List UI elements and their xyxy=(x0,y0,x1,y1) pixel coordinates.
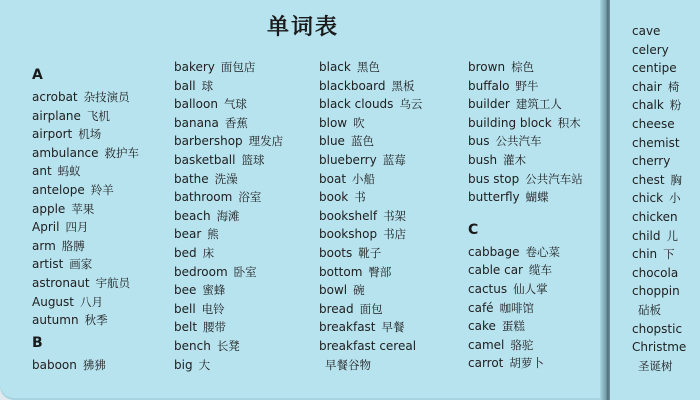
chinese-translation: 书 xyxy=(354,190,366,205)
word-entry xyxy=(468,151,616,170)
chinese-translation: 机场 xyxy=(78,127,102,142)
word-entry xyxy=(632,208,700,227)
chinese-translation: 缆车 xyxy=(528,263,552,278)
english-word: bookshop xyxy=(319,227,378,242)
english-word: bed xyxy=(174,245,197,260)
chinese-translation: 黑色 xyxy=(356,60,380,74)
chinese-translation: 蜜蜂 xyxy=(202,283,226,298)
word-entry xyxy=(468,336,616,355)
english-word: basketball xyxy=(174,152,236,167)
english-word: bowl xyxy=(319,283,348,298)
word-entry xyxy=(174,225,322,244)
section-letter: C xyxy=(468,221,479,238)
english-word: balloon xyxy=(174,97,218,112)
chinese-translation: 积木 xyxy=(557,115,581,130)
english-word: bakery xyxy=(174,60,215,74)
chinese-translation: 球 xyxy=(201,78,214,93)
chinese-translation: 电铃 xyxy=(201,301,225,316)
english-word: blow xyxy=(319,115,348,130)
chinese-translation: 公共汽车站 xyxy=(525,171,583,186)
chinese-translation: 砧板 xyxy=(638,302,661,317)
word-entry xyxy=(319,244,467,263)
word-entry xyxy=(319,95,467,114)
english-word: blackboard xyxy=(319,78,386,93)
english-word: bathroom xyxy=(174,190,233,205)
word-entry xyxy=(174,58,322,77)
word-entry xyxy=(319,300,467,319)
chinese-translation: 书架 xyxy=(383,208,407,223)
chinese-translation: 公共汽车 xyxy=(495,134,542,149)
english-word: cheese xyxy=(632,116,675,131)
word-entry xyxy=(468,95,616,114)
word-entry xyxy=(319,188,467,207)
chinese-translation: 仙人掌 xyxy=(513,281,548,296)
chinese-translation: 长凳 xyxy=(216,338,240,353)
word-entry xyxy=(319,281,467,300)
english-word: airplane xyxy=(32,108,81,123)
word-entry xyxy=(632,227,700,246)
english-word: bread xyxy=(319,301,354,316)
word-entry xyxy=(319,77,467,96)
chinese-translation: 狒狒 xyxy=(82,357,106,372)
english-word: bee xyxy=(174,283,197,298)
english-word: astronaut xyxy=(32,275,90,290)
chinese-translation: 大 xyxy=(198,357,211,372)
english-word: bush xyxy=(468,152,498,167)
word-entry xyxy=(468,261,616,280)
chinese-translation: 救护车 xyxy=(104,145,140,160)
word-entry xyxy=(174,244,322,263)
english-word: builder xyxy=(468,97,510,112)
english-word: carrot xyxy=(468,356,504,371)
word-entry xyxy=(174,207,322,226)
word-entry xyxy=(319,263,467,282)
word-entry xyxy=(319,207,467,226)
english-word: cabbage xyxy=(468,244,520,259)
word-entry xyxy=(174,356,322,375)
english-word: chemist xyxy=(632,135,680,150)
word-entry xyxy=(468,132,616,151)
chinese-translation: 小 xyxy=(669,191,681,206)
column-3 xyxy=(319,58,467,374)
english-word: airport xyxy=(32,127,73,142)
english-word: apple xyxy=(32,201,66,216)
page-title: 单词表 xyxy=(266,15,339,40)
english-word: chalk xyxy=(632,98,664,113)
english-word: black clouds xyxy=(319,97,394,112)
word-entry xyxy=(468,299,616,318)
chinese-translation: 儿 xyxy=(666,228,678,243)
word-entry xyxy=(632,22,700,41)
word-entry xyxy=(32,181,180,200)
chinese-translation: 吹 xyxy=(353,115,365,130)
word-entry xyxy=(319,132,467,151)
chinese-translation: 野牛 xyxy=(515,78,539,93)
word-entry xyxy=(32,162,180,181)
chinese-translation: 杂技演员 xyxy=(83,90,130,104)
chinese-translation: 胸 xyxy=(670,172,683,187)
word-entry xyxy=(632,338,700,357)
english-word: boat xyxy=(319,171,347,186)
word-entry xyxy=(632,189,700,208)
chinese-translation: 小船 xyxy=(352,171,376,186)
word-entry xyxy=(632,115,700,134)
english-word: big xyxy=(174,357,193,372)
english-word: chicken xyxy=(632,209,678,224)
word-entry xyxy=(319,337,467,356)
section-letter: B xyxy=(32,334,43,351)
word-entry xyxy=(632,320,700,339)
chinese-translation: 篮球 xyxy=(241,152,265,167)
english-word: blueberry xyxy=(319,152,377,167)
word-entry xyxy=(174,337,322,356)
chinese-translation: 画家 xyxy=(69,257,93,272)
word-entry xyxy=(632,59,700,78)
english-word: bathe xyxy=(174,171,209,186)
english-word: boots xyxy=(319,245,353,260)
word-entry xyxy=(468,170,616,189)
chinese-translation: 书店 xyxy=(383,227,407,242)
chinese-translation: 卧室 xyxy=(233,264,257,279)
english-word: cable car xyxy=(468,263,523,278)
english-word: autumn xyxy=(32,313,79,328)
english-word: chick xyxy=(632,191,664,206)
english-word: camel xyxy=(468,337,505,352)
english-word: bell xyxy=(174,301,196,316)
chinese-translation: 下 xyxy=(663,247,675,262)
word-entry xyxy=(632,245,700,264)
english-word: black xyxy=(319,60,351,74)
chinese-translation: 咖啡馆 xyxy=(499,300,535,315)
chinese-translation: 灌木 xyxy=(503,152,527,167)
english-word: acrobat xyxy=(32,90,78,104)
english-word: cactus xyxy=(468,281,508,296)
chinese-translation: 香蕉 xyxy=(224,115,248,130)
chinese-translation: 蚂蚁 xyxy=(57,164,81,179)
english-word: chopstic xyxy=(632,321,683,336)
section-letter: A xyxy=(32,67,43,83)
chinese-translation: 宇航员 xyxy=(95,275,131,290)
word-entry xyxy=(632,78,700,97)
english-word: bench xyxy=(174,338,211,353)
english-word: barbershop xyxy=(174,134,243,149)
word-entry xyxy=(468,188,616,207)
chinese-translation: 黑板 xyxy=(391,78,415,93)
english-word: breakfast cereal xyxy=(319,338,417,353)
english-word: celery xyxy=(632,42,669,57)
word-entry xyxy=(174,263,322,282)
word-entry xyxy=(319,318,467,337)
chinese-translation: 胡萝卜 xyxy=(509,356,544,371)
english-word: blue xyxy=(319,134,345,149)
spacer xyxy=(468,207,616,217)
english-word: buffalo xyxy=(468,78,510,93)
english-word: antelope xyxy=(32,182,85,197)
english-word: centipe xyxy=(632,61,677,76)
word-entry xyxy=(32,125,180,144)
chinese-translation: 椅 xyxy=(667,79,680,94)
word-entry xyxy=(32,107,180,126)
word-entry xyxy=(632,301,700,320)
word-entry xyxy=(174,95,322,114)
english-word: ball xyxy=(174,78,196,93)
english-word: building block xyxy=(468,115,552,130)
chinese-translation: 早餐 xyxy=(381,320,405,335)
word-entry xyxy=(32,218,180,237)
word-entry xyxy=(319,114,467,133)
english-word: brown xyxy=(468,60,506,74)
word-entry xyxy=(319,58,467,77)
column-5 xyxy=(632,22,700,375)
word-entry xyxy=(632,96,700,115)
chinese-translation: 粉 xyxy=(669,98,682,113)
english-word: chair xyxy=(632,79,662,94)
english-word: beach xyxy=(174,208,211,223)
word-entry xyxy=(632,282,700,301)
english-word: banana xyxy=(174,115,219,130)
word-entry xyxy=(32,88,180,107)
chinese-translation: 洗澡 xyxy=(214,171,238,186)
english-word: artist xyxy=(32,257,64,272)
chinese-translation: 苹果 xyxy=(71,201,95,216)
word-entry xyxy=(468,317,616,336)
word-entry xyxy=(632,264,700,283)
word-entry xyxy=(32,356,180,375)
english-word: child xyxy=(632,228,661,243)
chinese-translation: 腰带 xyxy=(203,320,227,335)
chinese-translation: 浴室 xyxy=(238,190,262,205)
word-entry xyxy=(632,134,700,153)
word-entry xyxy=(32,200,180,219)
english-word: butterfly xyxy=(468,190,520,205)
chinese-translation: 棕色 xyxy=(511,60,535,74)
english-word: choppin xyxy=(632,284,680,299)
word-entry xyxy=(468,58,616,77)
chinese-translation: 羚羊 xyxy=(90,182,114,197)
word-entry xyxy=(32,144,180,163)
chinese-translation: 八月 xyxy=(80,294,103,309)
chinese-translation: 蓝色 xyxy=(350,134,374,149)
english-word: cake xyxy=(468,319,496,334)
word-entry xyxy=(174,281,322,300)
english-word: cherry xyxy=(632,154,671,169)
word-entry xyxy=(32,274,180,293)
english-word: arm xyxy=(32,238,56,253)
english-word: ant xyxy=(32,164,52,179)
word-entry xyxy=(174,114,322,133)
english-word: bookshelf xyxy=(319,208,378,223)
chinese-translation: 床 xyxy=(202,245,215,260)
word-entry xyxy=(319,151,467,170)
chinese-translation: 面包 xyxy=(359,301,383,316)
chinese-translation: 熊 xyxy=(207,227,219,242)
chinese-translation: 飞机 xyxy=(86,108,110,123)
chinese-translation: 面包店 xyxy=(220,60,256,74)
word-entry xyxy=(319,170,467,189)
english-word: bottom xyxy=(319,264,363,279)
word-entry xyxy=(319,356,467,375)
chinese-translation: 理发店 xyxy=(248,134,284,149)
word-entry xyxy=(468,77,616,96)
word-entry xyxy=(632,41,700,60)
word-entry xyxy=(468,280,616,299)
english-word: breakfast xyxy=(319,320,376,335)
word-entry xyxy=(174,77,322,96)
english-word: chocola xyxy=(632,265,679,280)
chinese-translation: 蛋糕 xyxy=(501,319,525,334)
english-word: baboon xyxy=(32,357,77,372)
chinese-translation: 碗 xyxy=(353,283,365,298)
english-word: bus stop xyxy=(468,171,520,186)
word-entry xyxy=(319,225,467,244)
right-page xyxy=(610,0,700,400)
chinese-translation: 气球 xyxy=(223,97,247,112)
chinese-translation: 胳膊 xyxy=(61,238,85,253)
chinese-translation: 秋季 xyxy=(84,313,108,328)
column-2 xyxy=(174,58,322,374)
chinese-translation: 卷心菜 xyxy=(525,244,561,259)
english-word: chest xyxy=(632,172,665,187)
english-word: chin xyxy=(632,247,658,262)
word-entry xyxy=(174,132,322,151)
word-entry xyxy=(174,151,322,170)
word-entry xyxy=(468,243,616,262)
word-entry xyxy=(32,255,180,274)
chinese-translation: 圣诞树 xyxy=(638,358,673,373)
chinese-translation: 臀部 xyxy=(368,264,392,279)
chinese-translation: 乌云 xyxy=(399,97,423,112)
chinese-translation: 海滩 xyxy=(216,208,240,223)
english-word: Christme xyxy=(632,340,687,355)
english-word: café xyxy=(468,300,494,315)
word-entry xyxy=(32,237,180,256)
english-word: belt xyxy=(174,320,198,335)
word-entry xyxy=(632,171,700,190)
chinese-translation: 蝴蝶 xyxy=(525,190,549,205)
english-word: bear xyxy=(174,227,202,242)
word-entry xyxy=(174,188,322,207)
english-word: bus xyxy=(468,134,490,149)
word-entry xyxy=(32,293,180,312)
english-word: ambulance xyxy=(32,145,99,160)
column-1 xyxy=(32,62,180,374)
word-entry xyxy=(468,354,616,373)
word-entry xyxy=(174,170,322,189)
word-entry xyxy=(32,311,180,330)
word-entry xyxy=(174,318,322,337)
english-word: April xyxy=(32,220,60,235)
chinese-translation: 建筑工人 xyxy=(515,97,562,112)
english-word: bedroom xyxy=(174,264,228,279)
english-word: book xyxy=(319,190,349,205)
word-entry xyxy=(174,300,322,319)
english-word: cave xyxy=(632,24,661,38)
chinese-translation: 骆驼 xyxy=(510,337,534,352)
word-entry xyxy=(632,357,700,376)
english-word: August xyxy=(32,294,74,309)
column-4 xyxy=(468,58,616,373)
chinese-translation: 早餐谷物 xyxy=(325,357,371,372)
word-entry xyxy=(632,152,700,171)
chinese-translation: 靴子 xyxy=(358,245,382,260)
chinese-translation: 蓝莓 xyxy=(382,152,406,167)
word-entry xyxy=(468,114,616,133)
chinese-translation: 四月 xyxy=(65,220,89,235)
